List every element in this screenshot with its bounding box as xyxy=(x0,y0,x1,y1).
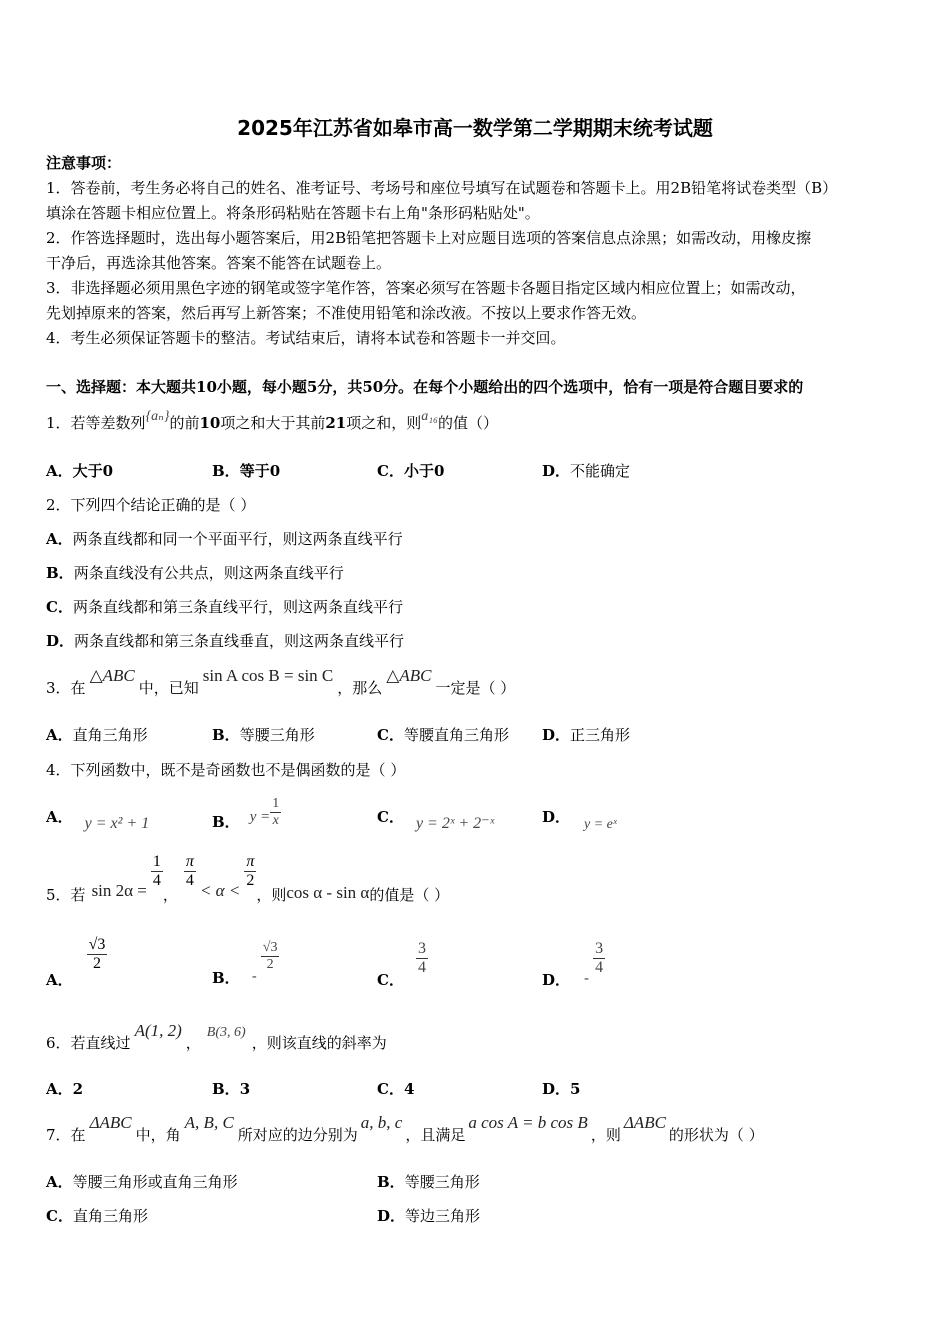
option-label: C． xyxy=(46,598,73,616)
notice-line: 填涂在答题卡相应位置上。将条形码粘贴在答题卡右上角"条形码粘贴处"。 xyxy=(46,204,540,222)
fraction xyxy=(261,940,280,973)
question-number: 3． xyxy=(46,679,71,697)
question-7 xyxy=(46,1113,764,1145)
question-1 xyxy=(46,409,498,433)
question-number: 7． xyxy=(46,1126,71,1144)
stem-text: 的值是（ ） xyxy=(369,885,450,904)
option-text: 大于0 xyxy=(72,462,114,480)
option-d[interactable] xyxy=(542,460,630,481)
option-text: 直角三角形 xyxy=(72,726,148,744)
stem-text: 下列四个结论正确的是（ ） xyxy=(70,496,256,514)
fraction xyxy=(593,940,605,977)
question-4 xyxy=(46,759,405,780)
stem-text: 的值（） xyxy=(437,414,498,432)
math-point-a: A(1, 2) xyxy=(134,1021,182,1040)
option-label: D． xyxy=(542,462,571,480)
option-c[interactable] xyxy=(46,1205,148,1226)
option-label: D． xyxy=(542,970,571,989)
option-text: 4 xyxy=(403,1080,415,1098)
option-a[interactable] xyxy=(46,724,148,745)
option-text: 等边三角形 xyxy=(405,1207,481,1225)
math-an: {aₙ} xyxy=(145,409,170,424)
option-a[interactable] xyxy=(46,806,150,832)
option-label: D． xyxy=(542,808,571,826)
option-label: B． xyxy=(377,1173,405,1191)
option-label: A． xyxy=(46,530,73,548)
stem-text: 的形状为（ ） xyxy=(668,1126,764,1144)
option-b[interactable] xyxy=(46,562,344,583)
fraction-numerator: 3 xyxy=(595,940,604,957)
option-label: B． xyxy=(212,812,240,831)
fraction-denominator: 4 xyxy=(185,872,194,889)
option-label: C． xyxy=(377,1080,404,1098)
option-label: D． xyxy=(377,1207,406,1225)
option-b[interactable] xyxy=(212,460,280,481)
fraction-denominator: x xyxy=(272,813,279,828)
question-number: 4． xyxy=(46,761,71,779)
math-expression: cos α - sin α xyxy=(286,882,370,902)
option-b[interactable] xyxy=(377,1171,480,1192)
question-number: 6． xyxy=(46,1034,71,1052)
stem-text: ，那么 xyxy=(337,679,383,697)
notice-heading: 注意事项： xyxy=(46,154,122,172)
stem-text: ， xyxy=(185,1034,201,1052)
fraction xyxy=(244,853,256,890)
fraction-numerator: π xyxy=(185,853,194,870)
option-label: B． xyxy=(212,968,240,987)
option-a[interactable] xyxy=(46,936,107,989)
fraction-denominator: 2 xyxy=(93,955,102,972)
question-2 xyxy=(46,494,255,515)
question-number: 1． xyxy=(46,414,71,432)
fraction-numerator: 1 xyxy=(152,853,161,870)
option-label: A． xyxy=(46,462,73,480)
notice-line: 4．考生必须保证答题卡的整洁。考试结束后，请将本试卷和答题卡一并交回。 xyxy=(46,329,566,347)
option-d[interactable] xyxy=(46,630,404,651)
option-b[interactable] xyxy=(212,1078,250,1099)
option-d[interactable] xyxy=(377,1205,480,1226)
question-6 xyxy=(46,1021,387,1053)
stem-number: 10 xyxy=(199,414,221,432)
math-condition: a cos A = b cos B xyxy=(468,1113,588,1132)
option-text: 不能确定 xyxy=(570,462,631,480)
option-a[interactable] xyxy=(46,460,113,481)
question-number: 2． xyxy=(46,496,71,514)
option-text: 等腰直角三角形 xyxy=(403,726,509,744)
option-label: A． xyxy=(46,808,73,826)
stem-text: 在 xyxy=(70,1126,86,1144)
notice-line: 1．答卷前，考生务必将自己的姓名、准考证号、考场号和座位号填写在试题卷和答题卡上。用2B铅笔将试卷类型（B） xyxy=(46,179,838,197)
stem-text: 项之和大于其前 xyxy=(220,414,326,432)
option-d[interactable] xyxy=(542,1078,580,1099)
option-b[interactable] xyxy=(212,724,315,745)
option-text: 等腰三角形 xyxy=(239,726,315,744)
math-sides: a, b, c xyxy=(360,1113,403,1132)
option-label: B． xyxy=(212,1080,240,1098)
stem-text: ， xyxy=(162,885,178,904)
option-c[interactable] xyxy=(46,596,403,617)
option-c[interactable] xyxy=(377,940,428,989)
fraction xyxy=(416,940,428,977)
option-label: A． xyxy=(46,970,73,989)
option-label: C． xyxy=(46,1207,73,1225)
option-math: y = x² + 1 xyxy=(84,815,150,832)
option-text: 两条直线没有公共点，则这两条直线平行 xyxy=(73,564,344,582)
stem-text: 项之和，则 xyxy=(346,414,422,432)
fraction xyxy=(87,936,108,973)
option-label: A． xyxy=(46,726,73,744)
option-b[interactable] xyxy=(212,940,279,987)
stem-text: 若 xyxy=(70,885,86,904)
math-triangle: ΔABC xyxy=(89,1113,132,1132)
stem-text: 中，已知 xyxy=(138,679,199,697)
option-text: 5 xyxy=(570,1080,581,1098)
fraction-denominator: 2 xyxy=(246,872,255,889)
notice-line: 干净后，再选涂其他答案。答案不能答在试题卷上。 xyxy=(46,254,392,272)
option-sign: - xyxy=(584,968,590,987)
option-sign: - xyxy=(251,966,257,985)
fraction-denominator: 4 xyxy=(417,959,426,976)
option-c[interactable] xyxy=(377,1078,414,1099)
stem-text: 若等差数列 xyxy=(70,414,146,432)
fraction-numerator: π xyxy=(246,853,255,870)
option-label: C． xyxy=(377,462,404,480)
stem-text: 在 xyxy=(70,679,86,697)
stem-number: 21 xyxy=(325,414,347,432)
math-a16: a₁₆ xyxy=(421,409,438,424)
option-math: y = xyxy=(249,808,271,825)
section-heading: 一、选择题：本大题共10小题，每小题5分，共50分。在每个小题给出的四个选项中，恰有一项是符合题目要求的 xyxy=(46,378,804,396)
notice-line: 3．非选择题必须用黑色字迹的钢笔或签字笔作答，答案必须写在答题卡各题目指定区域内相应位置上；如需改动， xyxy=(46,279,806,297)
fraction-denominator: 4 xyxy=(595,959,604,976)
question-5 xyxy=(46,853,450,904)
stem-text: 下列函数中，既不是奇函数也不是偶函数的是（ ） xyxy=(70,761,406,779)
notice-line: 先划掉原来的答案，然后再写上新答案；不准使用铅笔和涂改液。不按以上要求作答无效。 xyxy=(46,304,647,322)
fraction-numerator: 3 xyxy=(417,940,426,957)
fraction xyxy=(151,853,163,890)
fraction-numerator: 1 xyxy=(272,796,280,811)
option-text: 两条直线都和第三条直线垂直，则这两条直线平行 xyxy=(74,632,405,650)
option-text: 两条直线都和第三条直线平行，则这两条直线平行 xyxy=(72,598,403,616)
option-label: C． xyxy=(377,970,404,989)
notice-line: 2．作答选择题时，选出每小题答案后，用2B铅笔把答题卡上对应题目选项的答案信息点涂黑；如需改动，用橡皮擦 xyxy=(46,229,812,247)
option-text: 正三角形 xyxy=(570,726,631,744)
option-label: B． xyxy=(212,726,240,744)
option-text: 小于0 xyxy=(403,462,445,480)
stem-text: ，则 xyxy=(256,885,287,904)
question-3 xyxy=(46,666,516,698)
option-a[interactable] xyxy=(46,528,403,549)
option-label: A． xyxy=(46,1173,73,1191)
option-label: B． xyxy=(46,564,74,582)
stem-text: 一定是（ ） xyxy=(435,679,516,697)
math-point-b: B(3, 6) xyxy=(206,1025,246,1040)
option-text: 直角三角形 xyxy=(72,1207,148,1225)
option-text: 两条直线都和同一个平面平行，则这两条直线平行 xyxy=(72,530,403,548)
stem-text: 若直线过 xyxy=(70,1034,131,1052)
option-label: D． xyxy=(542,1080,571,1098)
math-sin2a: sin 2α = xyxy=(91,880,147,900)
stem-text: ，则 xyxy=(590,1126,621,1144)
option-c[interactable] xyxy=(377,460,444,481)
option-c[interactable] xyxy=(377,806,495,832)
fraction-denominator: 4 xyxy=(152,872,161,889)
math-triangle: ΔABC xyxy=(623,1113,666,1132)
option-label: C． xyxy=(377,726,404,744)
option-label: D． xyxy=(46,632,75,650)
option-d[interactable] xyxy=(542,940,605,989)
stem-text: ，且满足 xyxy=(405,1126,466,1144)
option-label: B． xyxy=(212,462,240,480)
stem-text: 的前 xyxy=(169,414,200,432)
math-inequality: < α < xyxy=(199,880,241,900)
question-number: 5． xyxy=(46,885,71,904)
option-b[interactable] xyxy=(212,796,281,829)
page-title: 2025年江苏省如皋市高一数学第二学期期末统考试题 xyxy=(237,116,713,140)
fraction xyxy=(270,796,281,829)
fraction-numerator: √3 xyxy=(88,936,106,953)
option-label: C． xyxy=(377,808,404,826)
stem-text: ，则该直线的斜率为 xyxy=(251,1034,387,1052)
option-d[interactable] xyxy=(542,724,630,745)
option-a[interactable] xyxy=(46,1171,238,1192)
option-text: 3 xyxy=(239,1080,251,1098)
option-d[interactable] xyxy=(542,806,617,832)
option-math: y = 2ˣ + 2⁻ˣ xyxy=(415,815,495,832)
fraction-denominator: 2 xyxy=(266,957,274,972)
fraction xyxy=(184,853,196,890)
math-angles: A, B, C xyxy=(184,1113,234,1132)
math-condition: sin A cos B = sin C xyxy=(202,666,334,685)
stem-text: 所对应的边分别为 xyxy=(237,1126,358,1144)
option-text: 2 xyxy=(72,1080,84,1098)
math-triangle: △ABC xyxy=(386,666,432,685)
math-triangle: △ABC xyxy=(89,666,135,685)
fraction-numerator: √3 xyxy=(262,940,278,955)
option-label: D． xyxy=(542,726,571,744)
option-text: 等腰三角形或直角三角形 xyxy=(72,1173,238,1191)
stem-text: 中，角 xyxy=(135,1126,181,1144)
option-text: 等腰三角形 xyxy=(404,1173,480,1191)
option-c[interactable] xyxy=(377,724,509,745)
option-math: y = eˣ xyxy=(584,817,617,832)
option-text: 等于0 xyxy=(239,462,281,480)
option-label: A． xyxy=(46,1080,73,1098)
option-a[interactable] xyxy=(46,1078,83,1099)
